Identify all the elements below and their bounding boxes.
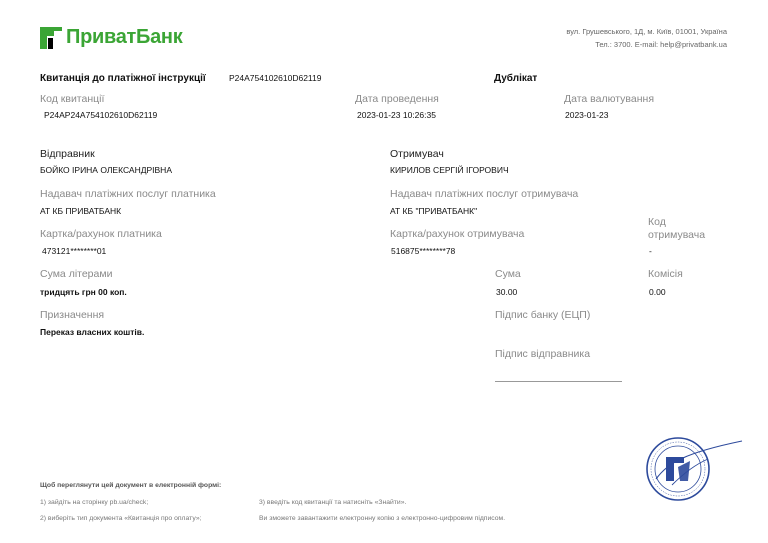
amount-label: Сума <box>495 268 521 280</box>
sender-provider-value: АТ КБ ПРИВАТБАНК <box>40 206 122 216</box>
amount-words-value: тридцять грн 00 коп. <box>40 287 127 297</box>
sender-signature-label: Підпис відправника <box>495 348 591 360</box>
fee-label: Комісія <box>648 268 683 280</box>
purpose-value: Переказ власних коштів. <box>40 327 145 337</box>
duplicate-label: Дублікат <box>494 73 538 84</box>
bank-address: вул. Грушевського, 1Д, м. Київ, 01001, Україна <box>566 27 727 36</box>
sender-provider-label: Надавач платіжних послуг платника <box>40 188 216 200</box>
recipient-provider-label: Надавач платіжних послуг отримувача <box>390 188 579 200</box>
document-number: P24A754102610D62119 <box>229 73 322 83</box>
bank-signature-label: Підпис банку (ЕЦП) <box>495 309 591 321</box>
amount-words-label: Сума літерами <box>40 268 113 280</box>
value-date-value: 2023-01-23 <box>565 110 609 120</box>
purpose-label: Призначення <box>40 309 105 321</box>
amount-value: 30.00 <box>496 287 518 297</box>
receipt-code-value: P24AP24A754102610D62119 <box>44 110 158 120</box>
recipient-code-label-line2: отримувача <box>648 229 706 241</box>
footer-step-1: 1) зайдіть на сторінку pb.ua/check; <box>40 499 149 506</box>
transaction-date-value: 2023-01-23 10:26:35 <box>357 110 436 120</box>
bank-stamp-seal <box>638 435 744 503</box>
recipient-code-label-line1: Код <box>648 216 666 228</box>
footer-heading: Щоб переглянути цей документ в електронній формі: <box>40 482 222 489</box>
fee-value: 0.00 <box>649 287 666 297</box>
recipient-name: КИРИЛОВ СЕРГІЙ ІГОРОВИЧ <box>390 165 509 175</box>
sender-card-value: 473121********01 <box>42 246 107 256</box>
sender-signature-line <box>495 381 622 382</box>
privatbank-logo-icon <box>40 27 62 49</box>
sender-heading: Відправник <box>40 148 95 160</box>
bank-contacts: Тел.: 3700. E-mail: help@privatbank.ua <box>595 40 727 49</box>
bank-logo <box>40 26 182 49</box>
receipt-code-label: Код квитанції <box>40 93 105 105</box>
sender-name: БОЙКО ІРИНА ОЛЕКСАНДРІВНА <box>40 165 172 175</box>
recipient-provider-value: АТ КБ "ПРИВАТБАНК" <box>390 206 478 216</box>
document-title: Квитанція до платіжної інструкції <box>40 73 206 84</box>
value-date-label: Дата валютування <box>564 93 654 105</box>
footer-step-3: 3) введіть код квитанції та натисніть «Знайти». <box>259 499 407 506</box>
recipient-card-value: 516875********78 <box>391 246 456 256</box>
recipient-heading: Отримувач <box>390 148 444 160</box>
footer-step-4: Ви зможете завантажити електронну копію з електронно-цифровим підписом. <box>259 515 506 522</box>
sender-card-label: Картка/рахунок платника <box>40 228 162 240</box>
recipient-card-label: Картка/рахунок отримувача <box>390 228 525 240</box>
transaction-date-label: Дата проведення <box>355 93 439 105</box>
logo-text: ПриватБанк <box>66 26 183 48</box>
recipient-code-value: - <box>649 246 652 256</box>
footer-step-2: 2) виберіть тип документа «Квитанція про оплату»; <box>40 515 202 522</box>
